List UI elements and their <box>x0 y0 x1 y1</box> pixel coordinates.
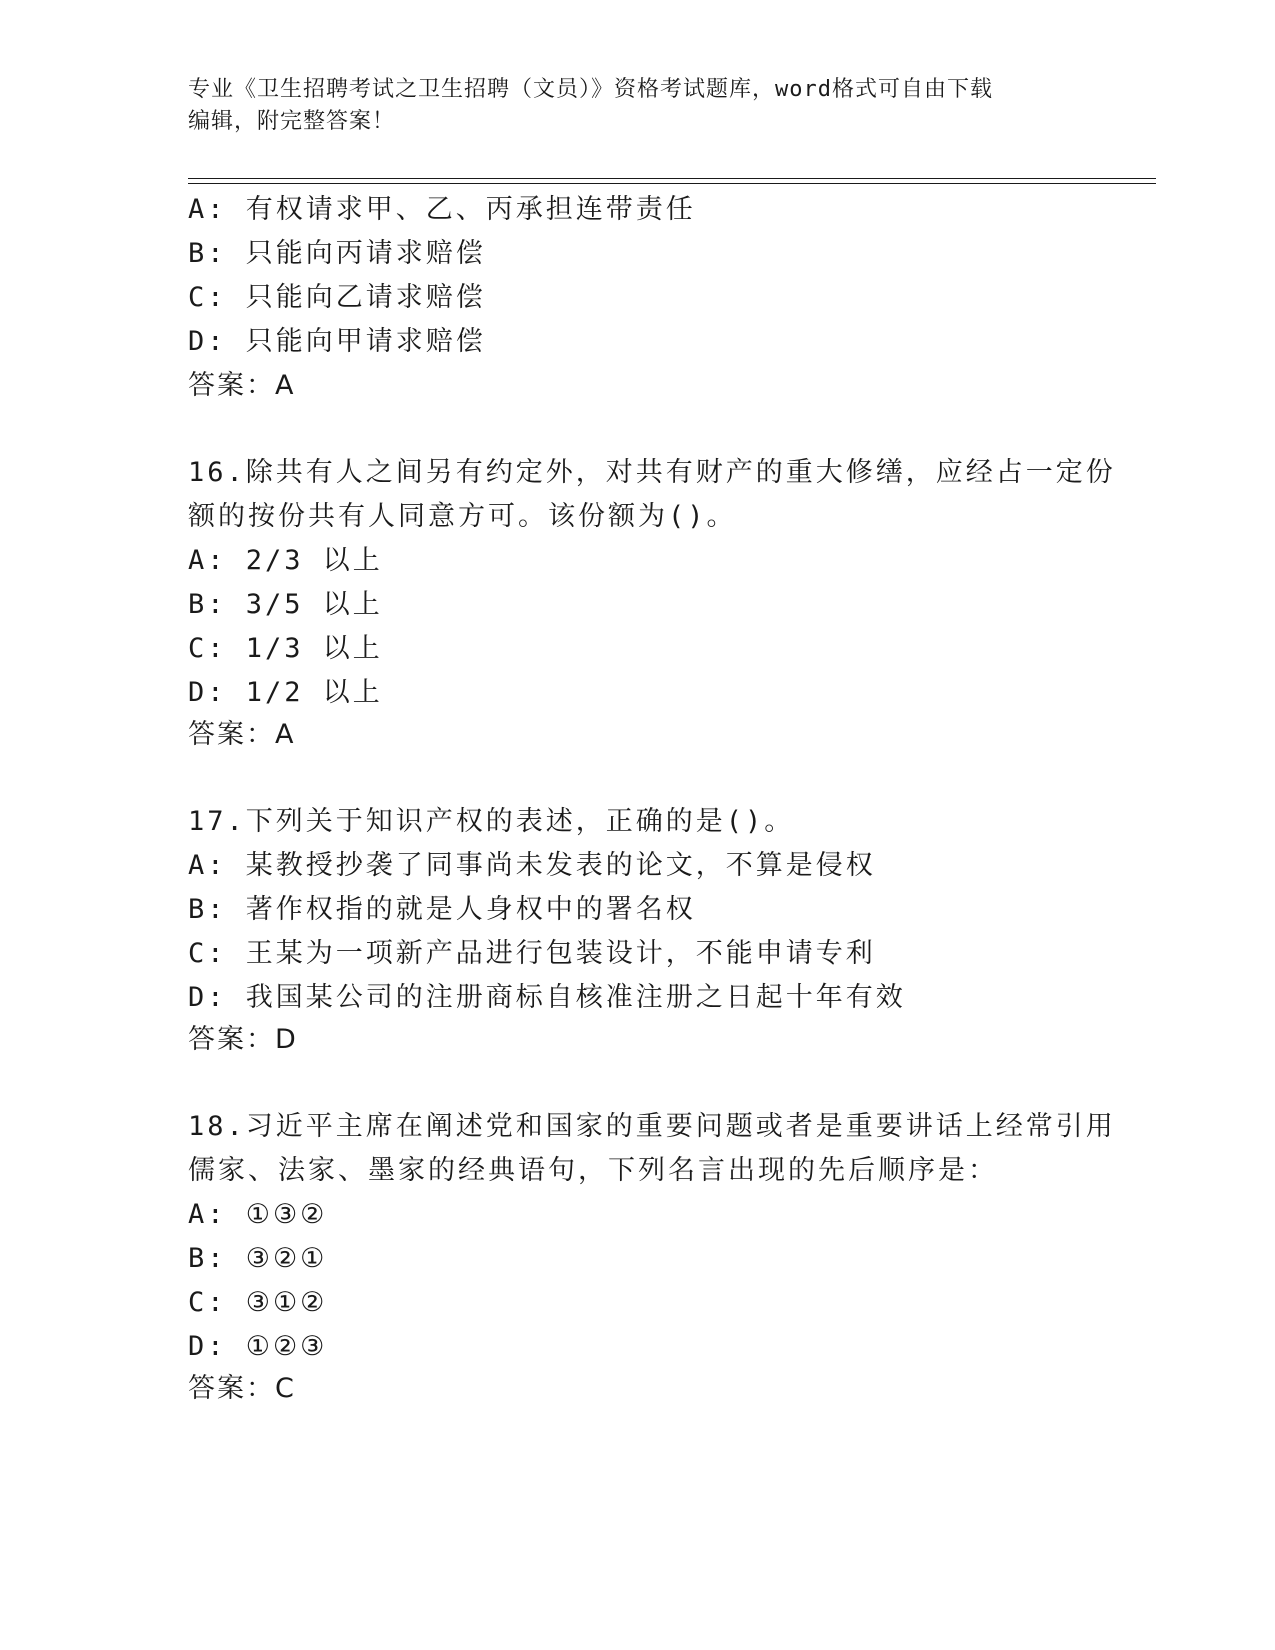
q18-answer: 答案：C <box>188 1373 296 1404</box>
q18-option-b: B: ③②① <box>188 1243 328 1274</box>
q17-option-a: A: 某教授抄袭了同事尚未发表的论文，不算是侵权 <box>188 850 876 881</box>
q18-stem-line-2: 儒家、法家、墨家的经典语句，下列名言出现的先后顺序是： <box>188 1155 998 1186</box>
q15-option-d: D: 只能向甲请求赔偿 <box>188 326 486 357</box>
q15-option-b: B: 只能向丙请求赔偿 <box>188 238 486 269</box>
header-divider-top <box>188 178 1156 179</box>
q15-option-c: C: 只能向乙请求赔偿 <box>188 282 486 313</box>
q15-answer: 答案：A <box>188 370 296 401</box>
q18-option-c: C: ③①② <box>188 1287 328 1318</box>
q17-answer: 答案：D <box>188 1024 298 1055</box>
q16-option-d: D: 1/2 以上 <box>188 677 383 708</box>
q16-answer: 答案：A <box>188 719 296 750</box>
header-line-1: 专业《卫生招聘考试之卫生招聘（文员）》资格考试题库，word格式可自由下载 <box>188 77 993 102</box>
q18-option-d: D: ①②③ <box>188 1331 328 1362</box>
q16-option-c: C: 1/3 以上 <box>188 633 383 664</box>
document-header <box>188 74 1088 138</box>
q17-stem-line-1: 17.下列关于知识产权的表述，正确的是()。 <box>188 806 795 837</box>
q18-option-a: A: ①③② <box>188 1199 328 1230</box>
q16-option-b: B: 3/5 以上 <box>188 589 383 620</box>
q17-option-d: D: 我国某公司的注册商标自核准注册之日起十年有效 <box>188 982 906 1013</box>
q16-option-a: A: 2/3 以上 <box>188 545 383 576</box>
q15-option-a: A: 有权请求甲、乙、丙承担连带责任 <box>188 194 696 225</box>
q17-option-c: C: 王某为一项新产品进行包装设计，不能申请专利 <box>188 938 876 969</box>
header-line-2: 编辑，附完整答案！ <box>188 109 396 134</box>
q18-stem-line-1: 18.习近平主席在阐述党和国家的重要问题或者是重要讲话上经常引用 <box>188 1111 1116 1142</box>
header-divider-bottom <box>188 183 1156 184</box>
q16-stem-line-1: 16.除共有人之间另有约定外，对共有财产的重大修缮，应经占一定份 <box>188 457 1116 488</box>
q16-stem-line-2: 额的按份共有人同意方可。该份额为()。 <box>188 501 737 532</box>
q17-option-b: B: 著作权指的就是人身权中的署名权 <box>188 894 696 925</box>
